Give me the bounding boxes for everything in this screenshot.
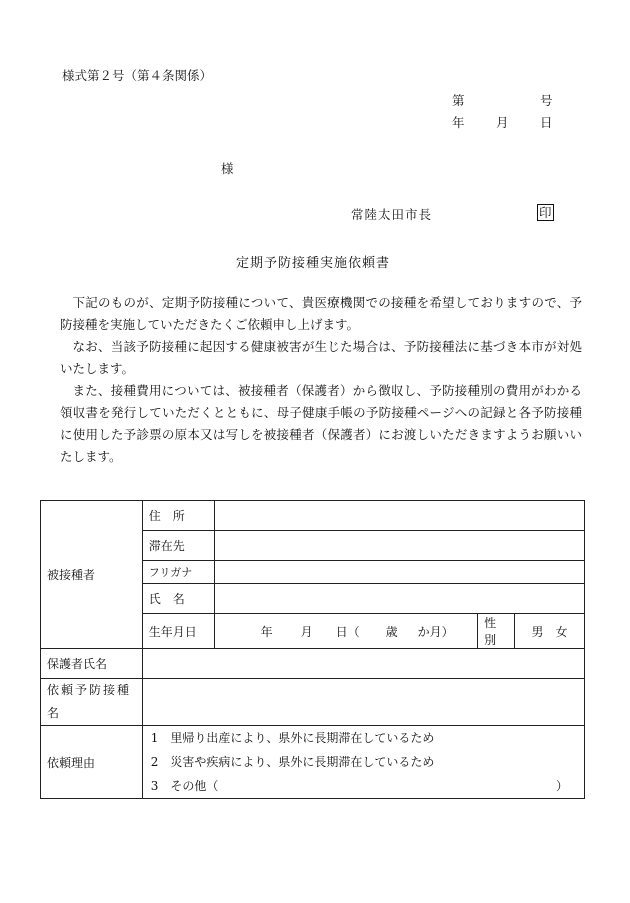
- stay-field[interactable]: [214, 531, 584, 561]
- doc-number-suffix: 号: [540, 93, 553, 108]
- body-text: [60, 292, 582, 468]
- reason-options: [142, 726, 584, 799]
- address-field[interactable]: [214, 501, 584, 531]
- body-paragraph-3: また、接種費用については、被接種者（保護者）から徴収し、予防接種別の費用がわかる領収書を発行していただくとともに、母子健康手帳の予防接種ページへの記録と各予防接種に使用した予診票の原本又は写しを被接種者（保護者）にお渡しいただきますようお願いいたします。: [60, 383, 582, 464]
- seal-mark: 印: [539, 205, 552, 220]
- document-title: 定期予防接種実施依頼書: [236, 256, 391, 271]
- name-field[interactable]: [214, 584, 584, 614]
- vaccine-field[interactable]: [142, 679, 584, 726]
- name-label: 氏 名: [142, 584, 214, 614]
- reason-label: 依頼理由: [41, 726, 143, 799]
- dob-day: 日（: [335, 624, 360, 639]
- request-form-table: [40, 500, 585, 799]
- body-paragraph-1: 下記のものが、定期予防接種について、貴医療機関での接種を希望しておりますので、予防接種を実施していただきたくご依頼申し上げます。: [60, 295, 582, 332]
- dob-field[interactable]: [214, 614, 477, 649]
- body-paragraph-2: なお、当該予防接種に起因する健康被害が生じた場合は、予防接種法に基づき本市が対処いたします。: [60, 339, 582, 376]
- reason-option-3-text: 3 その他（: [150, 779, 219, 793]
- dob-months: か月）: [417, 624, 454, 639]
- date-day: 日: [540, 115, 553, 130]
- reason-option-3[interactable]: [151, 774, 578, 798]
- furigana-label: フリガナ: [142, 561, 214, 584]
- guardian-label: 保護者氏名: [41, 649, 143, 679]
- date-year: 年: [452, 115, 465, 130]
- dob-year: 年: [260, 624, 273, 639]
- dob-label: 生年月日: [142, 614, 214, 649]
- reason-option-2[interactable]: 2 災害や疾病により、県外に長期滞在しているため: [150, 755, 435, 769]
- form-number: 様式第２号（第４条関係）: [62, 68, 213, 83]
- reason-option-3-close: ）: [555, 779, 568, 793]
- dob-month: 月: [300, 624, 313, 639]
- address-label: 住 所: [142, 501, 214, 531]
- doc-number-prefix: 第: [452, 93, 465, 108]
- sex-label: 性別: [478, 614, 515, 649]
- stay-label: 滞在先: [142, 531, 214, 561]
- sex-options[interactable]: 男 女: [515, 614, 585, 649]
- sender-name: 常陸太田市長: [351, 207, 433, 222]
- date-month: 月: [496, 115, 509, 130]
- furigana-field[interactable]: [214, 561, 584, 584]
- reason-option-1[interactable]: 1 里帰り出産により、県外に長期滞在しているため: [150, 731, 435, 745]
- guardian-field[interactable]: [142, 649, 584, 679]
- addressee-suffix: 様: [221, 161, 234, 176]
- dob-age: 歳: [385, 624, 398, 639]
- recipient-label: 被接種者: [41, 501, 143, 649]
- vaccine-label: 依頼予防接種名: [41, 679, 143, 726]
